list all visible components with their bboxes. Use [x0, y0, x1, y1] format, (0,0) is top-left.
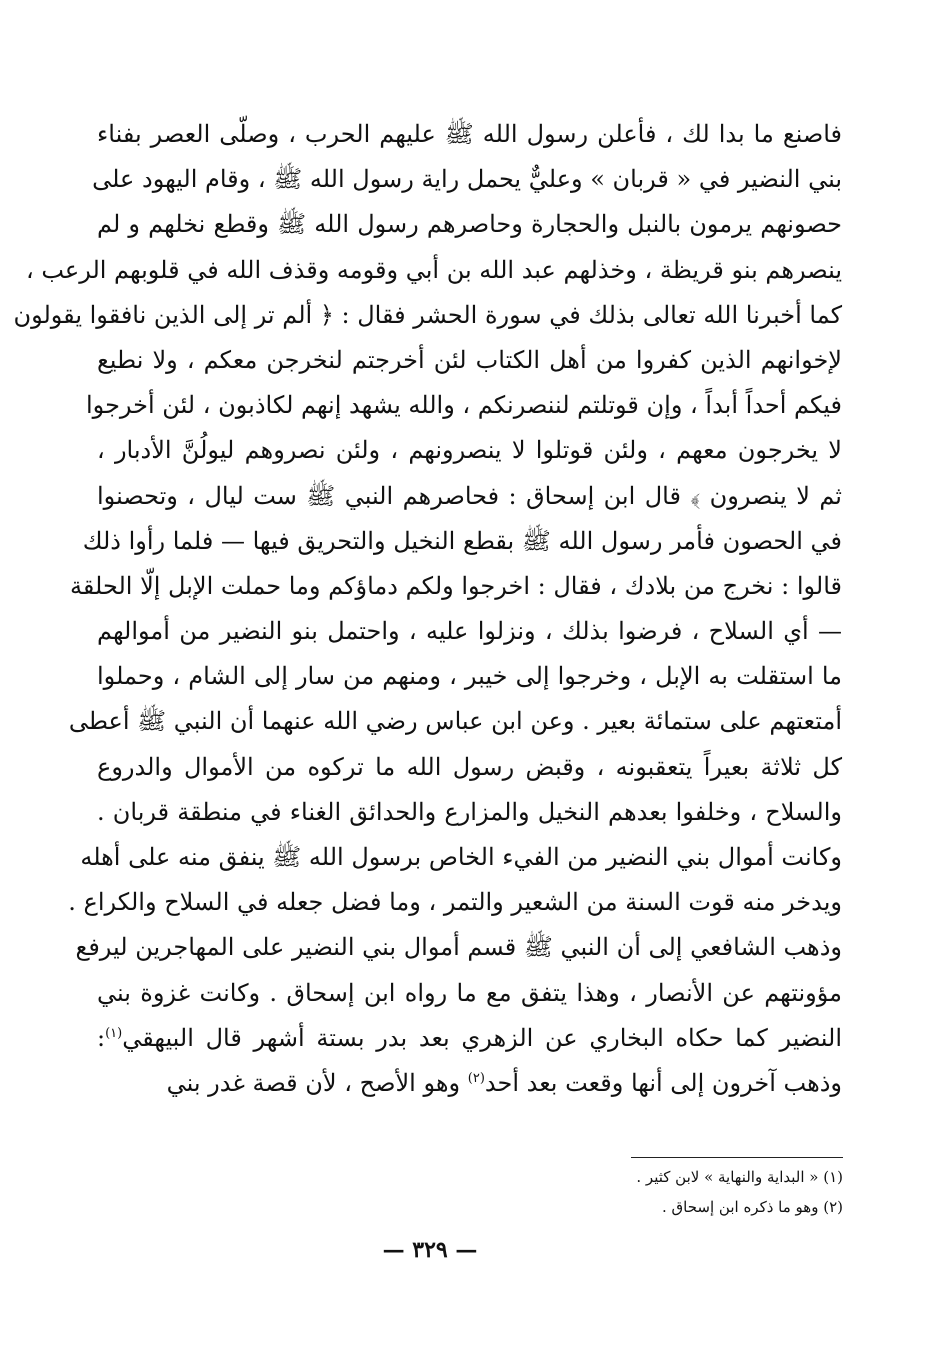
- footnotes: [440, 1162, 843, 1222]
- text-line: ويدخر منه قوت السنة من الشعير والتمر ، وما فضل جعله في السلاح والكراع .: [68, 888, 842, 917]
- text-line: ثم لا ينصرون ﴾ قال ابن إسحاق : فحاصرهم النبي ﷺ ست ليال ، وتحصنوا: [97, 481, 842, 510]
- text-line: ما استقلت به الإبل ، وخرجوا إلى خيبر ، ومنهم من سار إلى الشام ، وحملوا: [97, 662, 842, 691]
- text-segment: وهو الأصح ، لأن قصة غدر بني: [166, 1068, 461, 1097]
- text-line: لا يخرجون معهم ، ولئن قوتلوا لا ينصرونهم ، ولئن نصروهم ليولُنَّ الأدبار ،: [97, 436, 842, 465]
- text-line: وكانت أموال بني النضير من الفيء الخاص برسول الله ﷺ ينفق منه على أهله: [80, 843, 842, 871]
- text-line: فيكم أحداً أبداً ، وإن قوتلتم لننصرنكم ، والله يشهد إنهم لكاذبون ، لئن أخرجوا: [86, 391, 842, 420]
- text-line: والسلاح ، وخلفوا بعدهم النخيل والمزارع والحدائق الغناء في منطقة قربان .: [97, 797, 842, 826]
- text-line: في الحصون فأمر رسول الله ﷺ بقطع النخيل والتحريق فيها — فلما رأوا ذلك: [82, 526, 842, 555]
- text-line: [97, 1016, 842, 1061]
- text-line: — أي السلاح ، فرضوا بذلك ، ونزلوا عليه ، واحتمل بنو النضير من أموالهم: [97, 617, 842, 646]
- text-line: بني النضير في « قربان » وعليٌّ يحمل راية رسول الله ﷺ ، وقام اليهود على: [92, 165, 842, 194]
- page-number: — ٣٢٩ —: [382, 1237, 478, 1263]
- text-line: فاصنع ما بدا لك ، فأعلن رسول الله ﷺ عليهم الحرب ، وصلّى العصر بفناء: [97, 120, 843, 148]
- text-segment: :: [97, 1023, 106, 1052]
- text-line: ينصرهم بنو قريظة ، وخذلهم عبد الله بن أبي وقومه وقذف الله في قلوبهم الرعب ،: [25, 255, 842, 284]
- text-line: وذهب الشافعي إلى أن النبي ﷺ قسم أموال بني النضير على المهاجرين ليرفع: [75, 933, 842, 962]
- text-segment: وذهب آخرون إلى أنها وقعت بعد أحد: [484, 1068, 842, 1097]
- text-line: مؤونتهم عن الأنصار ، وهذا يتفق مع ما رواه ابن إسحاق . وكانت غزوة بني: [97, 978, 842, 1007]
- footnote-ref-1[interactable]: (١): [105, 1025, 123, 1041]
- text-line: كما أخبرنا الله تعالى بذلك في سورة الحشر فقال : ﴿ ألم تر إلى الذين نافقوا يقولون: [13, 300, 842, 329]
- footnote-ref-2[interactable]: (٢): [467, 1070, 485, 1086]
- text-line: كل ثلاثة بعيراً يتعقبونه ، وقبض رسول الله ما تركوه من الأموال والدروع: [97, 752, 842, 781]
- main-text: [13, 112, 843, 1106]
- text-segment: النضير كما حكاه البخاري عن الزهري بعد بدر بستة أشهر قال البيهقي: [122, 1023, 842, 1052]
- footnote-2: (٢) وهو ما ذكره ابن إسحاق .: [661, 1198, 843, 1216]
- text-line: أمتعتهم على ستمائة بعير . وعن ابن عباس رضي الله عنهما أن النبي ﷺ أعطى: [68, 707, 842, 736]
- text-line: لإخوانهم الذين كفروا من أهل الكتاب لئن أخرجتم لنخرجن معكم ، ولا نطيع: [97, 345, 842, 374]
- text-line: حصونهم يرمون بالنبل والحجارة وحاصرهم رسول الله ﷺ وقطع نخلهم و لم: [97, 210, 842, 239]
- footnote-separator: [631, 1157, 843, 1158]
- text-line: قالوا : نخرج من بلادك ، فقال : اخرجوا ولكم دماؤكم وما حملت الإبل إلّا الحلقة: [70, 571, 842, 600]
- footnote-1: (١) « البداية والنهاية » لابن كثير .: [636, 1168, 843, 1186]
- text-line: [97, 1061, 842, 1106]
